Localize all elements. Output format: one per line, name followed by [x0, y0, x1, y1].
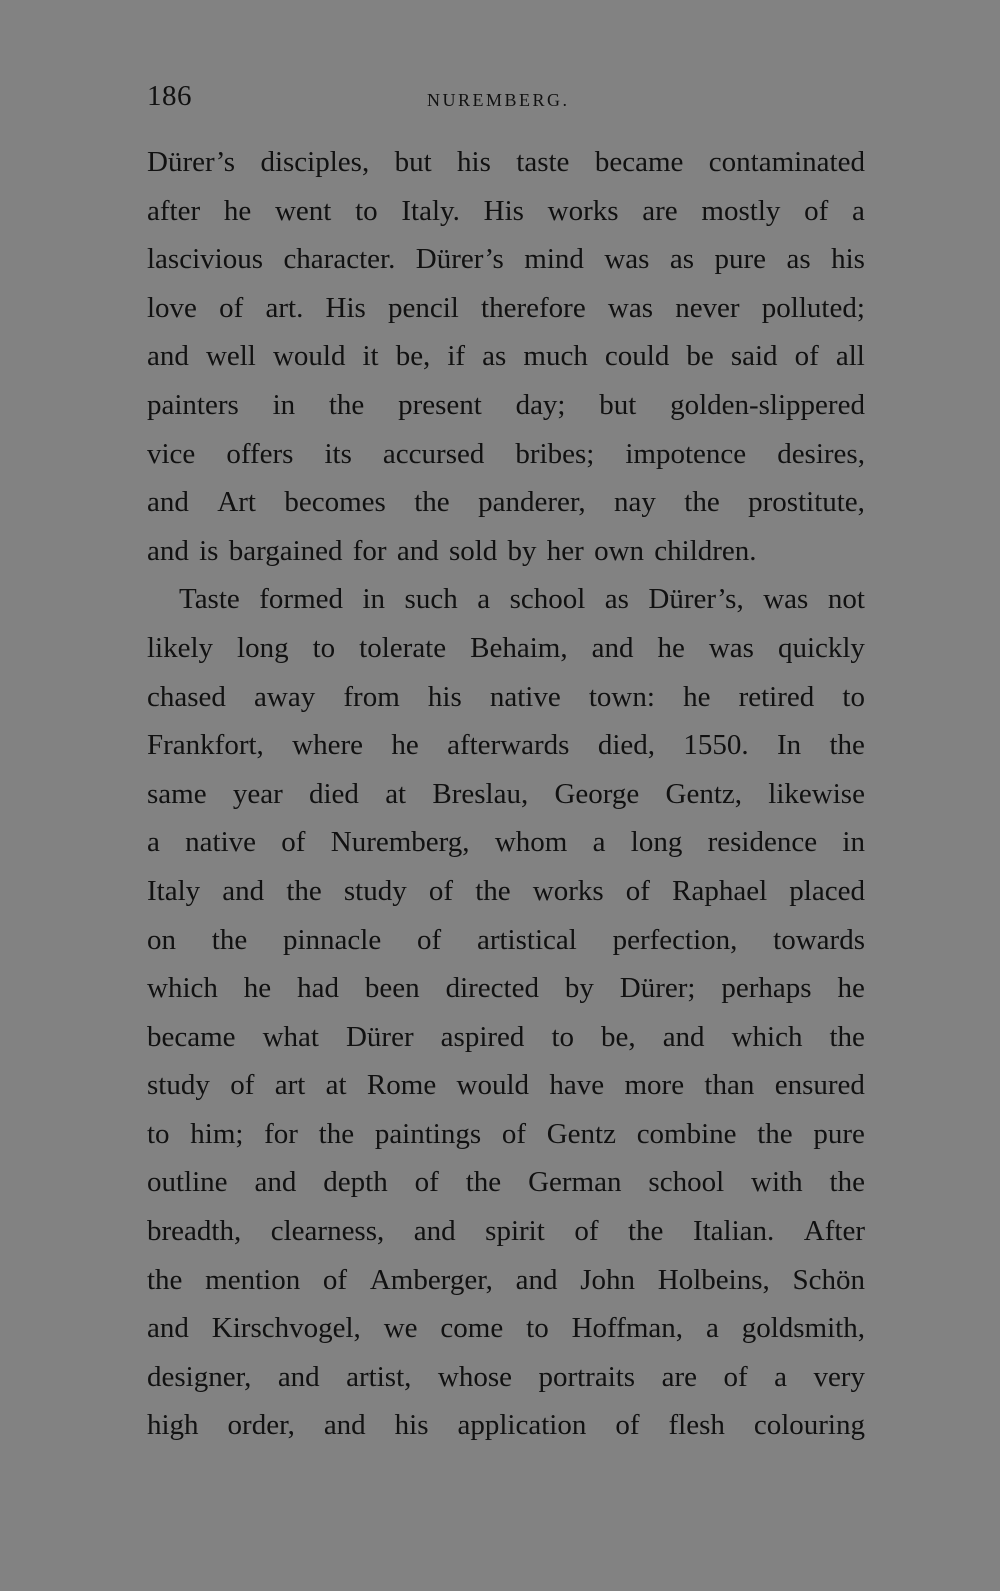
word: Dürer	[345, 1020, 414, 1053]
word: of	[230, 1069, 255, 1102]
page-number: 186	[147, 80, 192, 112]
word: breadth,	[147, 1215, 242, 1248]
word: and	[147, 340, 189, 373]
word: Taste	[179, 583, 240, 616]
word: of	[428, 874, 454, 907]
text-line	[147, 964, 865, 1013]
word: became	[147, 1020, 236, 1053]
word: his	[831, 243, 865, 276]
word: clearness,	[270, 1215, 385, 1248]
word: likely	[147, 631, 214, 664]
word: Nuremberg,	[330, 826, 470, 859]
word: aspired	[440, 1020, 525, 1053]
word: are	[642, 194, 678, 227]
word: he	[657, 631, 685, 664]
word: native	[489, 680, 561, 713]
word: and	[147, 486, 189, 519]
word: Italian.	[692, 1215, 775, 1248]
word: the	[328, 388, 365, 421]
word: he	[223, 194, 252, 227]
word: and	[254, 1166, 297, 1199]
word: Kirschvogel,	[211, 1312, 361, 1345]
word: he	[243, 972, 272, 1005]
word: would	[456, 1069, 530, 1102]
word: residence	[707, 826, 818, 859]
word: art.	[265, 291, 304, 324]
word: lascivious	[147, 243, 263, 276]
word: school	[648, 1166, 725, 1199]
text-line	[147, 1013, 865, 1062]
word: and	[591, 631, 634, 664]
word: Art	[217, 486, 256, 519]
word: the	[829, 729, 865, 762]
word: afterwards	[447, 729, 570, 762]
word: and	[662, 1020, 705, 1053]
word: the	[684, 486, 720, 519]
word: placed	[789, 874, 865, 907]
word: 1550.	[683, 729, 749, 762]
word: desires,	[777, 437, 865, 470]
word: of	[219, 291, 244, 324]
text-line	[147, 1158, 865, 1207]
word: are	[661, 1360, 697, 1393]
word: the	[286, 874, 322, 907]
word: formed	[259, 583, 344, 616]
word: likewise	[768, 777, 865, 810]
word: same	[147, 777, 207, 810]
word: Amberger,	[369, 1263, 493, 1296]
word: painters	[147, 388, 239, 421]
word: where	[292, 729, 363, 762]
word: Italy.	[401, 194, 460, 227]
word: mind	[524, 243, 584, 276]
word: His	[325, 291, 366, 324]
word: long	[237, 631, 289, 664]
word: he	[837, 972, 865, 1005]
word: been	[364, 972, 420, 1005]
word: for	[264, 1117, 298, 1150]
word: and	[277, 1360, 320, 1393]
word: Rome	[366, 1069, 437, 1102]
word: the	[757, 1117, 793, 1150]
running-head: NUREMBERG.	[427, 90, 570, 110]
word: combine	[636, 1117, 737, 1150]
word: of	[804, 194, 829, 227]
word: of	[417, 923, 442, 956]
word: pinnacle	[283, 923, 382, 956]
word: mention	[205, 1263, 301, 1296]
text-line: and is bargained for and sold by her own children.	[147, 534, 757, 567]
word: a	[592, 826, 606, 859]
word: died,	[597, 729, 655, 762]
word: would	[272, 340, 346, 373]
word: of	[723, 1360, 748, 1393]
word: we	[383, 1312, 418, 1345]
word: study	[343, 874, 407, 907]
word: of	[794, 340, 819, 373]
word: on	[147, 923, 176, 956]
word: order,	[227, 1409, 295, 1442]
word: paintings	[374, 1117, 482, 1150]
word: as	[669, 243, 695, 276]
word: Breslau,	[432, 777, 529, 810]
text-line	[147, 1401, 865, 1450]
word: Dürer’s,	[648, 583, 744, 616]
word: to	[526, 1312, 549, 1345]
word: John	[580, 1263, 636, 1296]
word: come	[440, 1312, 504, 1345]
word: to	[842, 680, 865, 713]
word: away	[254, 680, 316, 713]
text-line	[147, 1061, 865, 1110]
text-line	[147, 624, 865, 673]
word: never	[675, 291, 740, 324]
word: his	[427, 680, 462, 713]
word: depth	[323, 1166, 388, 1199]
word: present	[398, 388, 482, 421]
word: what	[262, 1020, 319, 1053]
text-line	[147, 1110, 865, 1159]
text-line	[147, 430, 865, 479]
word: at	[325, 1069, 347, 1102]
word: with	[751, 1166, 803, 1199]
text-line	[147, 235, 865, 284]
word: portraits	[538, 1360, 636, 1393]
word: In	[776, 729, 802, 762]
word: and	[323, 1409, 366, 1442]
text-line	[147, 138, 865, 187]
word: from	[343, 680, 400, 713]
word: the	[829, 1166, 865, 1199]
word: whose	[437, 1360, 512, 1393]
word: the	[318, 1117, 355, 1150]
word: After	[803, 1215, 865, 1248]
text-line	[147, 1304, 865, 1353]
word: whom	[494, 826, 568, 859]
text-line	[147, 187, 865, 236]
word: which	[147, 972, 218, 1005]
word: art	[274, 1069, 306, 1102]
word: such	[404, 583, 458, 616]
word: much	[523, 340, 588, 373]
word: he	[391, 729, 419, 762]
word: German	[528, 1166, 622, 1199]
text-line	[147, 478, 865, 527]
text-line	[147, 332, 865, 381]
word: and	[413, 1215, 456, 1248]
word: colouring	[753, 1409, 865, 1442]
word: of	[501, 1117, 527, 1150]
word: was	[763, 583, 809, 616]
word: be,	[601, 1020, 636, 1053]
word: Raphael	[672, 874, 768, 907]
text-line	[147, 575, 865, 624]
word: than	[704, 1069, 755, 1102]
word: Gentz,	[665, 777, 743, 810]
word: contaminated	[708, 146, 865, 178]
word: a	[705, 1312, 719, 1345]
text-line	[147, 1353, 865, 1402]
word: artistical	[476, 923, 577, 956]
word: but	[599, 388, 637, 421]
word: tolerate	[359, 631, 447, 664]
word: bribes;	[515, 437, 595, 470]
word: his	[394, 1409, 429, 1442]
word: becomes	[284, 486, 386, 519]
word: polluted;	[761, 291, 865, 324]
word: town:	[588, 680, 655, 713]
word: day;	[515, 388, 566, 421]
word: works	[547, 194, 619, 227]
word: be	[686, 340, 714, 373]
word: the	[465, 1166, 502, 1199]
word: year	[232, 777, 283, 810]
word: pure	[714, 243, 767, 276]
word: which	[731, 1020, 803, 1053]
text-line	[147, 916, 865, 965]
word: of	[625, 874, 650, 907]
word: of	[574, 1215, 599, 1248]
word: artist,	[346, 1360, 412, 1393]
word: be,	[395, 340, 431, 373]
word: flesh	[668, 1409, 725, 1442]
text-line	[147, 1256, 865, 1305]
word: of	[615, 1409, 640, 1442]
word: at	[385, 777, 407, 810]
word: Holbeins,	[657, 1263, 770, 1296]
word: by	[564, 972, 594, 1005]
word: went	[274, 194, 332, 227]
word: was	[708, 631, 754, 664]
word: spirit	[485, 1215, 545, 1248]
word: a	[147, 826, 160, 859]
word: prostitute,	[748, 486, 865, 519]
word: offers	[226, 437, 294, 470]
word: as	[604, 583, 629, 616]
word: pure	[813, 1117, 865, 1150]
word: the	[414, 486, 450, 519]
word: nay	[614, 486, 656, 519]
word: Dürer’s	[415, 243, 504, 276]
word: the	[829, 1020, 865, 1053]
word: have	[549, 1069, 605, 1102]
word: to	[551, 1020, 574, 1053]
word: Italy	[147, 874, 201, 907]
word: perfection,	[612, 923, 738, 956]
word: therefore	[481, 291, 586, 324]
word: of	[322, 1263, 348, 1296]
word: could	[604, 340, 670, 373]
word: in	[842, 826, 865, 859]
word: retired	[738, 680, 815, 713]
word: of	[414, 1166, 439, 1199]
word: the	[147, 1263, 183, 1296]
word: ensured	[774, 1069, 865, 1102]
word: more	[624, 1069, 685, 1102]
word: died	[309, 777, 359, 810]
word: said	[730, 340, 778, 373]
word: Gentz	[546, 1117, 616, 1150]
word: of	[281, 826, 306, 859]
word: the	[628, 1215, 664, 1248]
word: a	[774, 1360, 787, 1393]
word: a	[852, 194, 865, 227]
text-line	[147, 1207, 865, 1256]
word: chased	[147, 680, 226, 713]
word: study	[147, 1069, 210, 1102]
word: towards	[773, 923, 865, 956]
word: goldsmith,	[741, 1312, 865, 1345]
word: designer,	[147, 1360, 252, 1393]
word: golden-slippered	[670, 388, 865, 421]
word: quickly	[777, 631, 865, 664]
word: Behaim,	[470, 631, 568, 664]
word: but	[394, 146, 432, 178]
word: impotence	[625, 437, 747, 470]
text-line	[147, 818, 865, 867]
word: character.	[283, 243, 396, 276]
word: taste	[516, 146, 570, 178]
word: directed	[445, 972, 539, 1005]
word: a	[477, 583, 491, 616]
word: well	[205, 340, 256, 373]
word: very	[813, 1360, 865, 1393]
word: accursed	[382, 437, 485, 470]
word: became	[594, 146, 684, 178]
text-line	[147, 284, 865, 333]
word: application	[457, 1409, 587, 1442]
word: mostly	[701, 194, 781, 227]
word: long	[630, 826, 683, 859]
word: Hoffman,	[571, 1312, 684, 1345]
word: its	[324, 437, 352, 470]
text-line	[147, 673, 865, 722]
word: and	[515, 1263, 558, 1296]
word: if	[447, 340, 466, 373]
word: him;	[190, 1117, 244, 1150]
word: was	[604, 243, 650, 276]
word: works	[532, 874, 604, 907]
word: panderer,	[478, 486, 586, 519]
word: outline	[147, 1166, 228, 1199]
text-line	[147, 381, 865, 430]
word: he	[683, 680, 711, 713]
word: high	[147, 1409, 199, 1442]
word: and	[222, 874, 265, 907]
word: perhaps	[721, 972, 812, 1005]
word: His	[483, 194, 524, 227]
word: as	[786, 243, 811, 276]
word: his	[457, 146, 491, 178]
word: the	[211, 923, 248, 956]
word: was	[607, 291, 653, 324]
text-line	[147, 721, 865, 770]
word: Schön	[792, 1263, 865, 1296]
text-line	[147, 867, 865, 916]
word: as	[482, 340, 507, 373]
word: Dürer’s	[147, 146, 236, 178]
word: pencil	[388, 291, 459, 324]
word: the	[475, 874, 511, 907]
body-text	[147, 138, 865, 1450]
word: to	[147, 1117, 170, 1150]
text-line	[147, 770, 865, 819]
page-header	[147, 80, 865, 120]
word: school	[509, 583, 586, 616]
word: Frankfort,	[147, 729, 264, 762]
word: after	[147, 194, 201, 227]
word: native	[185, 826, 257, 859]
word: all	[835, 340, 865, 373]
word: disciples,	[260, 146, 370, 178]
word: vice	[147, 437, 196, 470]
word: Dürer;	[619, 972, 696, 1005]
word: in	[272, 388, 296, 421]
word: had	[297, 972, 339, 1005]
word: not	[827, 583, 865, 616]
word: George	[554, 777, 640, 810]
word: to	[312, 631, 336, 664]
word: in	[362, 583, 386, 616]
word: love	[147, 291, 197, 324]
word: to	[355, 194, 378, 227]
word: and	[147, 1312, 189, 1345]
word: it	[362, 340, 379, 373]
